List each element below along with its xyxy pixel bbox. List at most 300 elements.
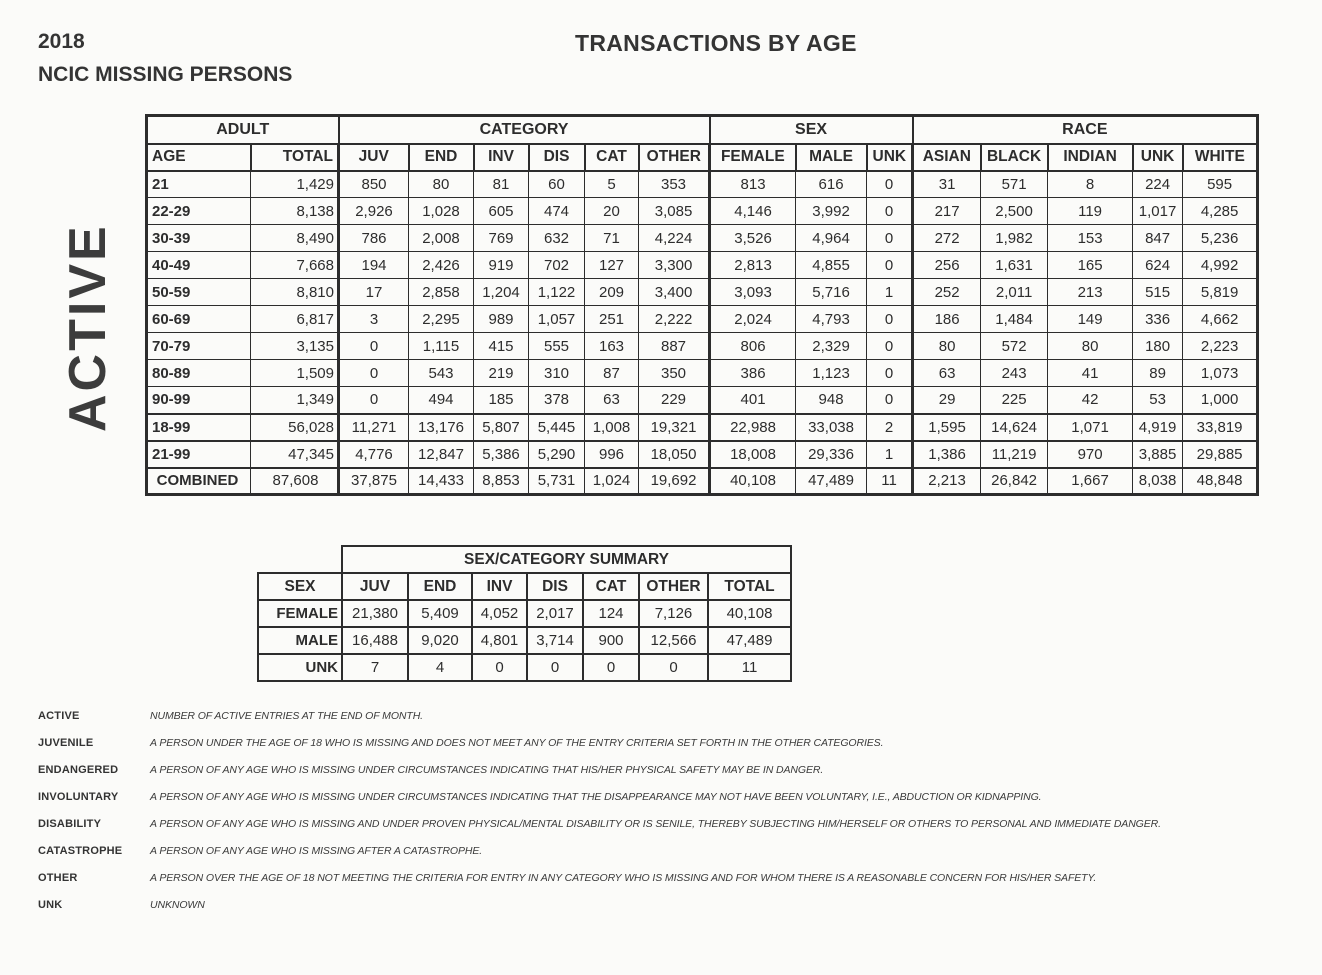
value-cell: 40,108 [710,468,796,495]
value-cell: 7,126 [639,600,708,627]
value-cell: 11,219 [981,441,1048,468]
value-cell: 81 [474,171,529,198]
value-cell: 350 [639,360,710,387]
value-cell: 0 [472,654,527,681]
value-cell: 786 [339,225,409,252]
value-cell: 1,982 [981,225,1048,252]
value-cell: 149 [1048,306,1133,333]
definition-term: ACTIVE [38,710,80,722]
value-cell: 153 [1048,225,1133,252]
value-cell: 0 [867,387,913,414]
value-cell: 572 [981,333,1048,360]
value-cell: 3,085 [639,198,710,225]
value-cell: 702 [529,252,585,279]
value-cell: 2,426 [409,252,474,279]
transactions-by-age-table [145,114,1259,496]
definition-row [38,899,1318,916]
value-cell: 4,224 [639,225,710,252]
value-cell: 20 [585,198,639,225]
active-side-label: ACTIVE [59,223,117,432]
value-cell: 8,810 [251,279,339,306]
definition-term: INVOLUNTARY [38,791,119,803]
value-cell: 8 [1048,171,1133,198]
column-header: UNK [867,144,913,171]
main-table-header [147,116,1258,171]
age-cell: 70-79 [147,333,251,360]
value-cell: 31 [913,171,981,198]
definition-text: UNKNOWN [150,899,205,911]
value-cell: 18,008 [710,441,796,468]
definition-text: A PERSON OVER THE AGE OF 18 NOT MEETING THE CRITERIA FOR ENTRY IN ANY CATEGORY WHO IS MISSING AND FOR WHOM THERE IS A REASONABLE CONCERN FOR HIS/HER SAFETY. [150,872,1097,884]
value-cell: 243 [981,360,1048,387]
column-header: DIS [529,144,585,171]
value-cell: 80 [1048,333,1133,360]
value-cell: 850 [339,171,409,198]
value-cell: 0 [339,387,409,414]
value-cell: 624 [1133,252,1183,279]
value-cell: 21,380 [342,600,408,627]
definition-row [38,818,1318,835]
age-cell: 21 [147,171,251,198]
value-cell: 4,662 [1183,306,1258,333]
value-cell: 124 [583,600,639,627]
column-header: DIS [527,573,583,600]
table-row [147,306,1258,333]
value-cell: 4,146 [710,198,796,225]
table-row [147,333,1258,360]
group-header: CATEGORY [339,116,710,144]
column-header: UNK [1133,144,1183,171]
definitions-list [38,710,1318,926]
column-header: END [408,573,472,600]
value-cell: 386 [710,360,796,387]
value-cell: 13,176 [409,414,474,441]
column-header: JUV [342,573,408,600]
value-cell: 571 [981,171,1048,198]
value-cell: 87 [585,360,639,387]
age-cell: 22-29 [147,198,251,225]
value-cell: 9,020 [408,627,472,654]
report-name: NCIC MISSING PERSONS [38,63,293,86]
table-row [147,252,1258,279]
blank-cell [258,546,342,573]
value-cell: 19,692 [639,468,710,495]
definition-row [38,791,1318,808]
value-cell: 813 [710,171,796,198]
value-cell: 163 [585,333,639,360]
value-cell: 5,290 [529,441,585,468]
value-cell: 378 [529,387,585,414]
value-cell: 0 [867,333,913,360]
column-header: OTHER [639,573,708,600]
value-cell: 53 [1133,387,1183,414]
value-cell: 209 [585,279,639,306]
definition-term: DISABILITY [38,818,102,830]
value-cell: 219 [474,360,529,387]
value-cell: 543 [409,360,474,387]
value-cell: 2,213 [913,468,981,495]
value-cell: 4,964 [796,225,867,252]
table-row [258,654,791,681]
value-cell: 3 [339,306,409,333]
value-cell: 919 [474,252,529,279]
sex-category-summary-table [257,545,792,682]
value-cell: 0 [339,360,409,387]
column-header: BLACK [981,144,1048,171]
value-cell: 194 [339,252,409,279]
value-cell: 11 [867,468,913,495]
value-cell: 1,071 [1048,414,1133,441]
column-header: INV [472,573,527,600]
column-header: AGE [147,144,251,171]
value-cell: 1,057 [529,306,585,333]
main-table-body [147,171,1258,495]
definition-term: ENDANGERED [38,764,119,776]
value-cell: 33,038 [796,414,867,441]
column-header: CAT [585,144,639,171]
value-cell: 217 [913,198,981,225]
value-cell: 3,400 [639,279,710,306]
value-cell: 63 [585,387,639,414]
value-cell: 251 [585,306,639,333]
value-cell: 2,329 [796,333,867,360]
group-header-row [147,116,1258,144]
page-title: TRANSACTIONS BY AGE [575,30,857,56]
column-header: CAT [583,573,639,600]
definition-row [38,845,1318,862]
value-cell: 1,509 [251,360,339,387]
value-cell: 4,285 [1183,198,1258,225]
value-cell: 4,919 [1133,414,1183,441]
summary-table-body [258,600,791,681]
value-cell: 19,321 [639,414,710,441]
value-cell: 16,488 [342,627,408,654]
column-header: WHITE [1183,144,1258,171]
value-cell: 2,858 [409,279,474,306]
definition-term: UNK [38,899,63,911]
definition-text: NUMBER OF ACTIVE ENTRIES AT THE END OF MONTH. [150,710,423,722]
value-cell: 5,716 [796,279,867,306]
value-cell: 4,776 [339,441,409,468]
age-cell: COMBINED [147,468,251,495]
value-cell: 806 [710,333,796,360]
value-cell: 272 [913,225,981,252]
value-cell: 41 [1048,360,1133,387]
value-cell: 1,631 [981,252,1048,279]
column-header: ASIAN [913,144,981,171]
value-cell: 71 [585,225,639,252]
table-row [258,600,791,627]
value-cell: 5,386 [474,441,529,468]
value-cell: 80 [409,171,474,198]
value-cell: 6,817 [251,306,339,333]
value-cell: 1,429 [251,171,339,198]
value-cell: 948 [796,387,867,414]
column-header: INDIAN [1048,144,1133,171]
table-row [147,387,1258,414]
definition-row [38,764,1318,781]
age-cell: 60-69 [147,306,251,333]
value-cell: 0 [527,654,583,681]
table-row [147,360,1258,387]
value-cell: 0 [867,198,913,225]
value-cell: 401 [710,387,796,414]
definition-row [38,710,1318,727]
value-cell: 1 [867,441,913,468]
value-cell: 56,028 [251,414,339,441]
value-cell: 29 [913,387,981,414]
value-cell: 119 [1048,198,1133,225]
value-cell: 1,349 [251,387,339,414]
value-cell: 47,489 [708,627,791,654]
value-cell: 1,008 [585,414,639,441]
value-cell: 595 [1183,171,1258,198]
year-label: 2018 [38,30,85,53]
value-cell: 213 [1048,279,1133,306]
value-cell: 1,484 [981,306,1048,333]
value-cell: 47,489 [796,468,867,495]
sex-cell: FEMALE [258,600,342,627]
value-cell: 4,992 [1183,252,1258,279]
value-cell: 1,122 [529,279,585,306]
value-cell: 0 [639,654,708,681]
summary-table-header [258,546,791,600]
value-cell: 1,115 [409,333,474,360]
value-cell: 887 [639,333,710,360]
column-header: JUV [339,144,409,171]
value-cell: 14,624 [981,414,1048,441]
value-cell: 616 [796,171,867,198]
value-cell: 3,714 [527,627,583,654]
value-cell: 11 [708,654,791,681]
table-row [258,627,791,654]
value-cell: 0 [867,171,913,198]
value-cell: 4,793 [796,306,867,333]
value-cell: 185 [474,387,529,414]
definition-text: A PERSON UNDER THE AGE OF 18 WHO IS MISSING AND DOES NOT MEET ANY OF THE ENTRY CRITERIA SET FORTH IN THE OTHER CATEGORIES. [150,737,884,749]
value-cell: 2,024 [710,306,796,333]
table-row [147,279,1258,306]
value-cell: 4 [408,654,472,681]
value-cell: 0 [339,333,409,360]
value-cell: 2,011 [981,279,1048,306]
value-cell: 0 [867,225,913,252]
definition-text: A PERSON OF ANY AGE WHO IS MISSING UNDER CIRCUMSTANCES INDICATING THAT THE DISAPPEARANCE MAY NOT HAVE BEEN VOLUNTARY, I.E., ABDUCTION OR KIDNAPPING. [150,791,1042,803]
value-cell: 353 [639,171,710,198]
age-cell: 30-39 [147,225,251,252]
value-cell: 336 [1133,306,1183,333]
value-cell: 5,731 [529,468,585,495]
value-cell: 224 [1133,171,1183,198]
age-cell: 50-59 [147,279,251,306]
value-cell: 29,885 [1183,441,1258,468]
summary-title: SEX/CATEGORY SUMMARY [342,546,791,573]
definition-row [38,737,1318,754]
value-cell: 494 [409,387,474,414]
value-cell: 3,992 [796,198,867,225]
value-cell: 2 [867,414,913,441]
column-header: MALE [796,144,867,171]
value-cell: 229 [639,387,710,414]
value-cell: 2,813 [710,252,796,279]
value-cell: 2,223 [1183,333,1258,360]
value-cell: 3,300 [639,252,710,279]
column-header: END [409,144,474,171]
value-cell: 1,028 [409,198,474,225]
value-cell: 2,017 [527,600,583,627]
value-cell: 5,445 [529,414,585,441]
value-cell: 5,409 [408,600,472,627]
value-cell: 7,668 [251,252,339,279]
value-cell: 769 [474,225,529,252]
value-cell: 8,490 [251,225,339,252]
value-cell: 42 [1048,387,1133,414]
value-cell: 26,842 [981,468,1048,495]
value-cell: 22,988 [710,414,796,441]
column-header: FEMALE [710,144,796,171]
age-cell: 80-89 [147,360,251,387]
value-cell: 0 [867,360,913,387]
value-cell: 2,295 [409,306,474,333]
sex-cell: MALE [258,627,342,654]
definition-term: OTHER [38,872,78,884]
value-cell: 900 [583,627,639,654]
definition-row [38,872,1318,889]
value-cell: 4,052 [472,600,527,627]
value-cell: 5,819 [1183,279,1258,306]
value-cell: 12,847 [409,441,474,468]
group-header: RACE [913,116,1258,144]
value-cell: 0 [583,654,639,681]
value-cell: 29,336 [796,441,867,468]
value-cell: 14,433 [409,468,474,495]
column-header: TOTAL [708,573,791,600]
value-cell: 11,271 [339,414,409,441]
column-header-row [147,144,1258,171]
definition-text: A PERSON OF ANY AGE WHO IS MISSING AFTER A CATASTROPHE. [150,845,483,857]
value-cell: 2,222 [639,306,710,333]
value-cell: 3,093 [710,279,796,306]
value-cell: 515 [1133,279,1183,306]
value-cell: 1,386 [913,441,981,468]
value-cell: 555 [529,333,585,360]
value-cell: 2,008 [409,225,474,252]
value-cell: 48,848 [1183,468,1258,495]
value-cell: 2,500 [981,198,1048,225]
value-cell: 127 [585,252,639,279]
value-cell: 18,050 [639,441,710,468]
value-cell: 4,855 [796,252,867,279]
table-row [147,441,1258,468]
value-cell: 970 [1048,441,1133,468]
value-cell: 5 [585,171,639,198]
column-header: OTHER [639,144,710,171]
value-cell: 605 [474,198,529,225]
value-cell: 12,566 [639,627,708,654]
value-cell: 1,595 [913,414,981,441]
definition-term: JUVENILE [38,737,94,749]
value-cell: 60 [529,171,585,198]
table-row [147,225,1258,252]
value-cell: 5,236 [1183,225,1258,252]
value-cell: 165 [1048,252,1133,279]
value-cell: 8,138 [251,198,339,225]
column-header: INV [474,144,529,171]
age-cell: 40-49 [147,252,251,279]
age-cell: 90-99 [147,387,251,414]
value-cell: 474 [529,198,585,225]
value-cell: 632 [529,225,585,252]
age-cell: 21-99 [147,441,251,468]
value-cell: 17 [339,279,409,306]
value-cell: 1,073 [1183,360,1258,387]
table-row [147,414,1258,441]
value-cell: 1,000 [1183,387,1258,414]
value-cell: 89 [1133,360,1183,387]
value-cell: 1,024 [585,468,639,495]
table-row [147,171,1258,198]
value-cell: 1,204 [474,279,529,306]
value-cell: 225 [981,387,1048,414]
value-cell: 847 [1133,225,1183,252]
value-cell: 47,345 [251,441,339,468]
value-cell: 186 [913,306,981,333]
value-cell: 1 [867,279,913,306]
summary-header-row [258,573,791,600]
value-cell: 40,108 [708,600,791,627]
value-cell: 7 [342,654,408,681]
sex-cell: UNK [258,654,342,681]
value-cell: 80 [913,333,981,360]
value-cell: 180 [1133,333,1183,360]
value-cell: 415 [474,333,529,360]
table-row [147,468,1258,495]
value-cell: 1,017 [1133,198,1183,225]
value-cell: 87,608 [251,468,339,495]
definition-text: A PERSON OF ANY AGE WHO IS MISSING AND UNDER PROVEN PHYSICAL/MENTAL DISABILITY OR IS SENILE, THEREBY SUBJECTING HIM/HERSELF OR OTHERS TO PERSONAL AND IMMEDIATE DANGER. [150,818,1161,830]
value-cell: 252 [913,279,981,306]
value-cell: 1,123 [796,360,867,387]
value-cell: 0 [867,252,913,279]
value-cell: 310 [529,360,585,387]
column-header: TOTAL [251,144,339,171]
value-cell: 8,853 [474,468,529,495]
group-header: ADULT [147,116,339,144]
table-row [147,198,1258,225]
value-cell: 37,875 [339,468,409,495]
value-cell: 0 [867,306,913,333]
value-cell: 5,807 [474,414,529,441]
value-cell: 2,926 [339,198,409,225]
value-cell: 256 [913,252,981,279]
definition-text: A PERSON OF ANY AGE WHO IS MISSING UNDER CIRCUMSTANCES INDICATING THAT HIS/HER PHYSICAL SAFETY MAY BE IN DANGER. [150,764,824,776]
summary-title-row [258,546,791,573]
definition-term: CATASTROPHE [38,845,123,857]
value-cell: 996 [585,441,639,468]
value-cell: 3,885 [1133,441,1183,468]
value-cell: 8,038 [1133,468,1183,495]
value-cell: 4,801 [472,627,527,654]
value-cell: 63 [913,360,981,387]
column-header: SEX [258,573,342,600]
value-cell: 3,135 [251,333,339,360]
value-cell: 3,526 [710,225,796,252]
age-cell: 18-99 [147,414,251,441]
group-header: SEX [710,116,913,144]
value-cell: 1,667 [1048,468,1133,495]
value-cell: 33,819 [1183,414,1258,441]
value-cell: 989 [474,306,529,333]
